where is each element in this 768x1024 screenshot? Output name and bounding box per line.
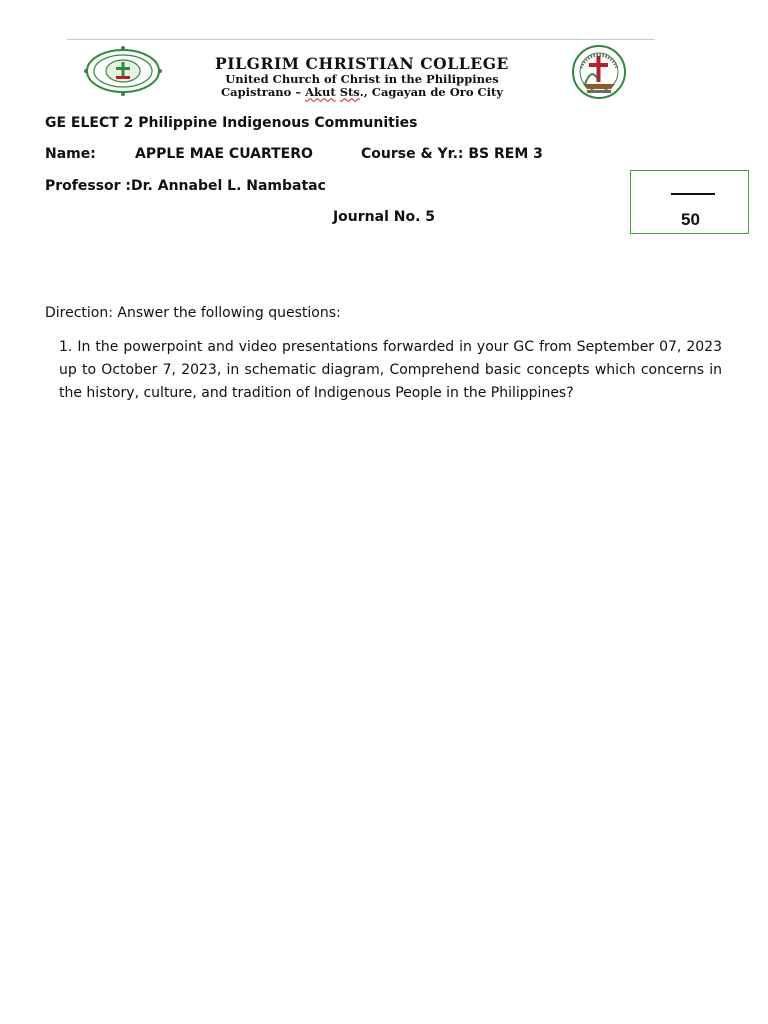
church-name: United Church of Christ in the Philippines [225,72,499,87]
address-prefix: Capistrano – [220,85,306,100]
score-box [630,170,749,234]
score-total: 50 [681,210,700,229]
direction-text: Direction: Answer the following questions: [45,305,341,321]
student-name: APPLE MAE CUARTERO [135,146,313,162]
header-rule [67,39,655,40]
question-1: 1. In the powerpoint and video presentations forwarded in your GC from September 07, 2023 up to October 7, 2023, in schematic diagram, Comprehend basic concepts which concerns in the history, culture, and tradition of Indigenous People in the Philippines? [59,339,722,401]
address-suffix: ., Cagayan de Oro City [359,85,504,100]
journal-number: Journal No. 5 [332,209,436,225]
address-akut: Akut [305,85,336,100]
name-label: Name: [45,146,96,162]
course-title: GE ELECT 2 Philippine Indigenous Communities [45,115,418,131]
address-sts: Sts [339,85,360,100]
college-address [174,86,550,98]
professor-line: Professor :Dr. Annabel L. Nambatac [45,178,326,194]
score-blank-line [671,193,715,195]
letterhead [80,44,636,100]
name-row [45,146,543,162]
pilgrim-christian-college-seal-icon [80,46,166,96]
uccp-seal-icon [567,44,631,100]
course-year: Course & Yr.: BS REM 3 [361,146,543,162]
college-name: PILGRIM CHRISTIAN COLLEGE [215,54,509,73]
